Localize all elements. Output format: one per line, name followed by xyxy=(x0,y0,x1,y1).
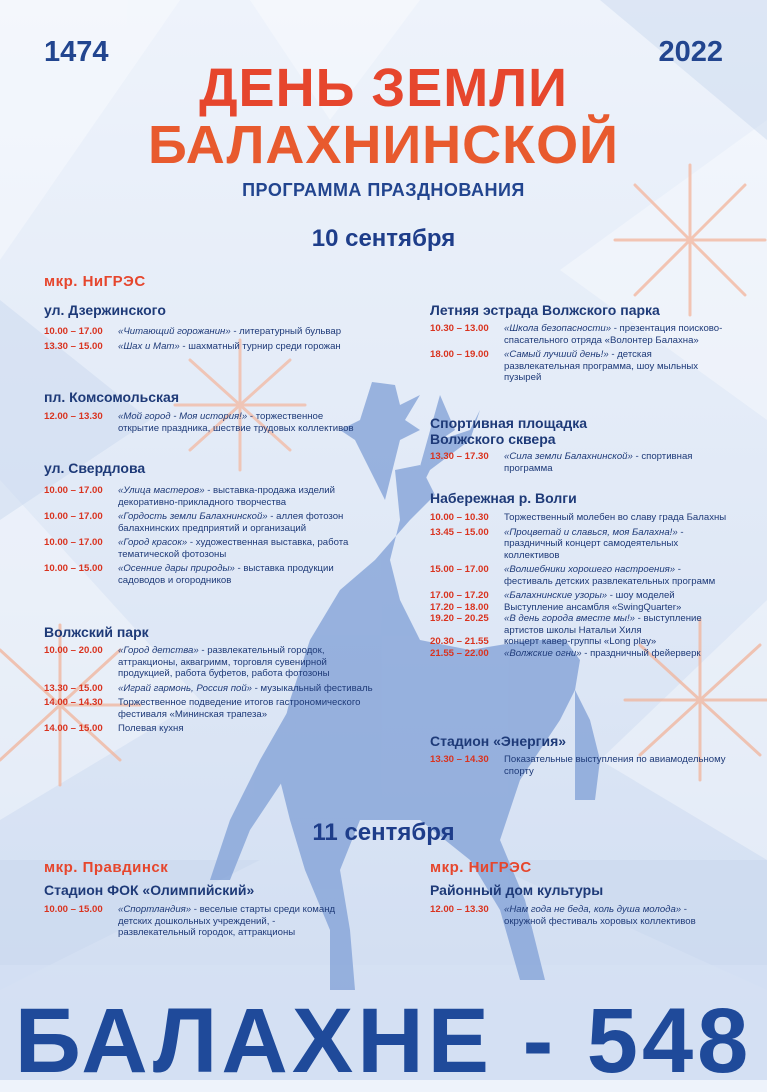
venue-events xyxy=(44,411,364,434)
district-pravdinsk: мкр. Правдинск xyxy=(44,859,169,876)
event-row: 13.30 – 15.00 «Шах и Мат» - шахматный турнир среди горожан xyxy=(44,340,341,352)
venue-title: ул. Свердлова xyxy=(44,460,146,476)
event-row: 21.55 – 22.00 «Волжские огни» - праздничный фейерверк xyxy=(430,647,701,659)
event-row: 13.30 – 14.30 Показательные выступления по авиамодельному спорту xyxy=(430,754,726,777)
venue-events xyxy=(430,904,730,927)
event-row: 10.00 – 20.00 «Город детства» - развлекательный городок, аттракционы, аквагримм, торговля сувенирной продукцией, работа буфетов, работа фотозоны xyxy=(44,645,330,679)
event-row: 10.00 – 15.00 «Спортландия» - веселые старты среди команд детских дошкольных учреждений, - развлекательный городок, аттракционы xyxy=(44,904,336,938)
title-line-1: ДЕНЬ ЗЕМЛИ xyxy=(199,58,568,118)
event-row: 12.00 – 13.30 «Мой город - Моя история!» - торжественное открытие праздника, шествие трудовых коллективов xyxy=(44,411,354,434)
venue-title: Набережная р. Волги xyxy=(430,490,577,506)
district-nigres-2: мкр. НиГРЭС xyxy=(430,859,532,876)
year-left: 1474 xyxy=(44,36,109,68)
footer-slogan: БАЛАХНЕ - 548 xyxy=(14,990,753,1092)
date-day-1: 10 сентября xyxy=(311,225,456,252)
venue-events xyxy=(430,451,730,474)
event-row: 17.20 – 18.00 Выступление ансамбля «SwingQuarter» xyxy=(430,601,682,613)
event-row: 10.00 – 10.30 Торжественный молебен во славу града Балахны xyxy=(430,512,727,523)
venue-title: Стадион ФОК «Олимпийский» xyxy=(44,882,255,898)
district-nigres: мкр. НиГРЭС xyxy=(44,273,146,290)
event-row: 13.45 – 15.00 «Процветай и славься, моя Балахна!» - праздничный концерт самодеятельных коллективов xyxy=(430,526,684,561)
date-day-2: 11 сентября xyxy=(312,819,455,846)
firework-left-mid xyxy=(175,340,305,470)
event-row: 12.00 – 13.30 «Нам года не беда, коль душа молода» - окружной фестиваль хоровых коллективов xyxy=(430,904,696,927)
event-row: 13.30 – 15.00 «Играй гармонь, Россия пой» - музыкальный фестиваль xyxy=(44,682,373,694)
event-row: 10.00 – 17.00 «Улица мастеров» - выставка-продажа изделий декоративно-прикладного творчества xyxy=(44,485,335,508)
venue-events xyxy=(44,645,374,735)
event-row: 15.00 – 17.00 «Волшебники хорошего настроения» - фестиваль детских развлекательных программ xyxy=(430,564,716,587)
venue-title: Спортивная площадка Волжского сквера xyxy=(430,415,588,447)
event-row: 19.20 – 20.25 «В день города вместе мы!» - выступление артистов школы Натальи Хиля xyxy=(430,613,702,636)
event-row: 17.00 – 17.20 «Балахнинские узоры» - шоу моделей xyxy=(430,590,675,601)
event-row: 14.00 – 14.30 Торжественное подведение итогов гастрономического фестиваля «Мининская трапеза» xyxy=(44,697,361,720)
event-row: 18.00 – 19.00 «Самый лучший день!» - детская развлекательная программа, шоу мыльных пузырей xyxy=(430,349,699,383)
venue-title: пл. Комсомольская xyxy=(44,389,179,405)
title-line-2: БАЛАХНИНСКОЙ xyxy=(148,115,619,175)
subtitle: ПРОГРАММА ПРАЗДНОВАНИЯ xyxy=(242,180,525,200)
venue-events xyxy=(430,754,730,777)
event-row: 13.30 – 17.30 «Сила земли Балахнинской» - спортивная программа xyxy=(430,451,693,474)
venue-title: Стадион «Энергия» xyxy=(430,733,567,749)
event-row: 14.00 – 15.00 Полевая кухня xyxy=(44,723,184,734)
venue-events xyxy=(44,326,364,352)
venue-title: Волжский парк xyxy=(44,624,149,640)
event-row: 10.00 – 17.00 «Гордость земли Балахнинской» - аллея фотозон балахнинских предприятий и организаций xyxy=(44,511,344,534)
event-row: 10.00 – 17.00 «Город красок» - художественная выставка, работа тематической фотозоны xyxy=(44,537,349,560)
event-row: 10.00 – 15.00 «Осенние дары природы» - выставка продукции садоводов и огородников xyxy=(44,563,334,586)
venue-events xyxy=(44,485,369,586)
venue-events xyxy=(44,904,354,939)
venue-title: Летняя эстрада Волжского парка xyxy=(430,302,660,318)
year-right: 2022 xyxy=(658,36,723,68)
event-row: 10.00 – 17.00 «Читающий горожанин» - литературный бульвар xyxy=(44,326,342,337)
event-row: 10.30 – 13.00 «Школа безопасности» - презентация поисково-спасательного отряда «Волонтер Балахна» xyxy=(430,323,723,346)
venue-events xyxy=(430,512,730,659)
venue-title: ул. Дзержинского xyxy=(44,302,166,318)
venue-title: Районный дом культуры xyxy=(430,882,604,898)
venue-events xyxy=(430,323,730,384)
event-row: 20.30 – 21.55 концерт кавер-группы «Long play» xyxy=(430,636,657,647)
